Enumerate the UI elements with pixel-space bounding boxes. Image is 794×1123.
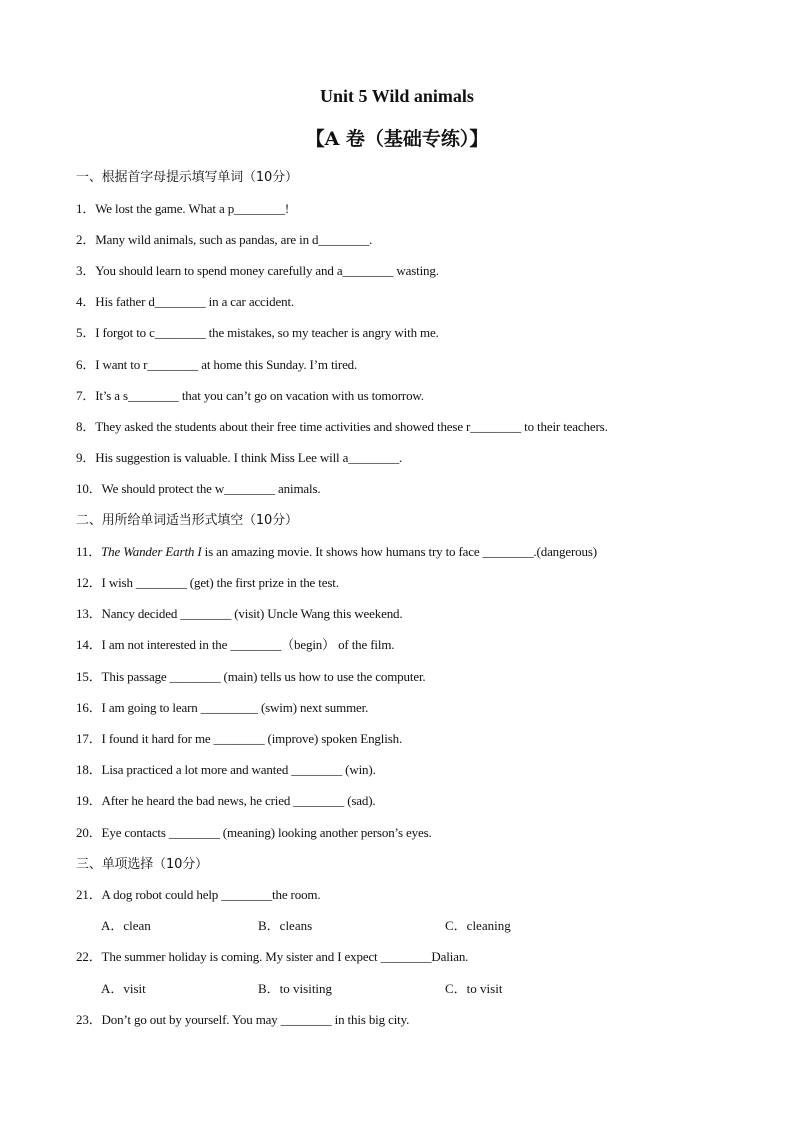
- question-4: 4．His father d________ in a car accident.: [76, 294, 295, 309]
- page-subtitle: 【A 卷（基础专练）】: [305, 128, 489, 150]
- question-5: 5．I forgot to c________ the mistakes, so my teacher is angry with me.: [76, 325, 439, 340]
- question-22-option-c: C．to visit: [445, 981, 503, 996]
- question-7: 7．It’s a s________ that you can’t go on vacation with us tomorrow.: [76, 388, 424, 403]
- question-18: 18．Lisa practiced a lot more and wanted ________ (win).: [76, 762, 376, 777]
- question-17: 17．I found it hard for me ________ (improve) spoken English.: [76, 731, 403, 746]
- section-heading-1: 一、根据首字母提示填写单词（10分）: [76, 170, 298, 185]
- question-12: 12．I wish ________ (get) the first prize in the test.: [76, 575, 339, 590]
- section-heading-3: 三、单项选择（10分）: [76, 857, 208, 872]
- question-13: 13．Nancy decided ________ (visit) Uncle Wang this weekend.: [76, 606, 403, 621]
- question-3: 3．You should learn to spend money carefully and a________ wasting.: [76, 263, 439, 278]
- question-11-number: 11．: [76, 544, 102, 559]
- question-11-text: is an amazing movie. It shows how humans try to face ________.(dangerous): [201, 544, 597, 559]
- question-14: 14．I am not interested in the ________（begin） of the film.: [76, 637, 395, 652]
- question-15: 15．This passage ________ (main) tells us how to use the computer.: [76, 669, 426, 684]
- question-21-option-c: C．cleaning: [445, 918, 511, 933]
- question-8: 8．They asked the students about their free time activities and showed these r________ to their teachers.: [76, 419, 608, 434]
- question-21: 21．A dog robot could help ________the room.: [76, 887, 321, 902]
- question-20: 20．Eye contacts ________ (meaning) looking another person’s eyes.: [76, 825, 432, 840]
- section-heading-2: 二、用所给单词适当形式填空（10分）: [76, 513, 298, 528]
- question-2: 2．Many wild animals, such as pandas, are in d________.: [76, 232, 373, 247]
- question-16: 16．I am going to learn _________ (swim) next summer.: [76, 700, 369, 715]
- question-6: 6．I want to r________ at home this Sunday. I’m tired.: [76, 357, 358, 372]
- question-21-option-b: B．cleans: [258, 918, 313, 933]
- question-10: 10．We should protect the w________ animals.: [76, 481, 321, 496]
- question-22: 22．The summer holiday is coming. My sister and I expect ________Dalian.: [76, 949, 469, 964]
- question-22-option-b: B．to visiting: [258, 981, 333, 996]
- question-21-option-a: A．clean: [101, 918, 151, 933]
- question-11: [76, 541, 597, 560]
- question-11-movie-title: The Wander Earth I: [101, 544, 202, 559]
- question-9: 9．His suggestion is valuable. I think Miss Lee will a________.: [76, 450, 403, 465]
- question-1: 1．We lost the game. What a p________!: [76, 201, 290, 216]
- question-22-option-a: A．visit: [101, 981, 146, 996]
- question-19: 19．After he heard the bad news, he cried ________ (sad).: [76, 793, 376, 808]
- page-title: Unit 5 Wild animals: [320, 86, 474, 106]
- question-23: 23．Don’t go out by yourself. You may ________ in this big city.: [76, 1012, 410, 1027]
